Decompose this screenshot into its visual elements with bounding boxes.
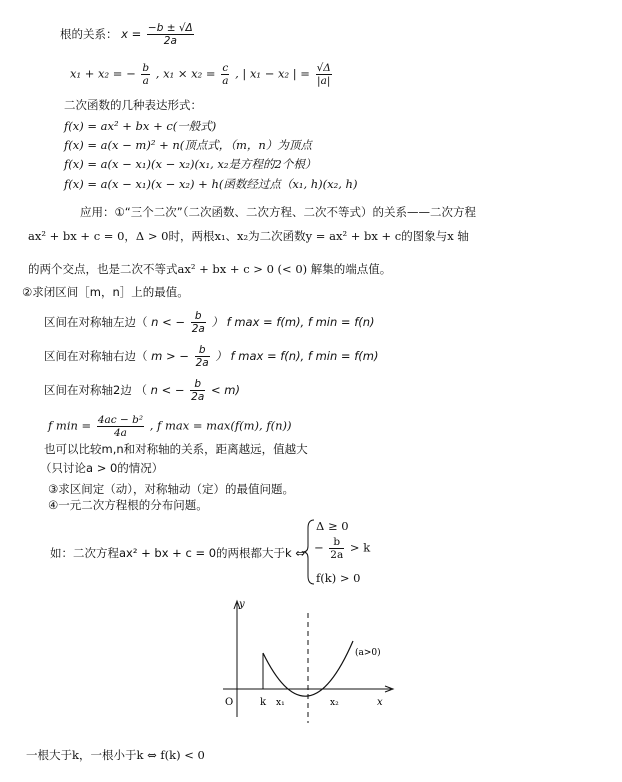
- condition-2-pre: −: [314, 540, 324, 555]
- x-label: x: [377, 697, 383, 708]
- vieta-sum-den: a: [142, 75, 149, 87]
- vieta-diff-lhs: , | x₁ − x₂ | =: [235, 66, 310, 81]
- item-4: ④一元二次方程根的分布问题。: [48, 498, 208, 512]
- example-text: 如：二次方程ax² + bx + c = 0的两根都大于k ⇔: [50, 546, 305, 560]
- fmin-fraction: [97, 414, 144, 439]
- case-left-label: 区间在对称轴左边（: [44, 315, 148, 329]
- x2-label: x₂: [330, 698, 339, 708]
- condition-1: Δ ≥ 0: [316, 519, 349, 533]
- case-right-den: 2a: [195, 357, 209, 369]
- root-numerator: −b ± √Δ: [147, 22, 193, 34]
- root-denominator: 2a: [147, 34, 194, 47]
- app-line-2: ax² + bx + c = 0，Δ > 0时，两根x₁、x₂为二次函数y = ax² + bx + c的图象与x 轴: [28, 229, 469, 243]
- condition-2-num: b: [333, 536, 341, 548]
- roots-label-line: [60, 22, 196, 47]
- y-label: y: [239, 599, 245, 610]
- case-both-fraction: [190, 378, 205, 403]
- form-vertex: f(x) = a(x − m)² + n(顶点式，（m，n）为顶点: [64, 138, 312, 152]
- form-general: f(x) = ax² + bx + c(一般式): [64, 119, 217, 133]
- vieta-diff-num: √Δ: [316, 62, 331, 74]
- case-right: [44, 344, 378, 369]
- footer-line: 一根大于k，一根小于k ⇔ f(k) < 0: [26, 748, 205, 762]
- vieta-sum-fraction: [141, 62, 150, 87]
- parabola-graph: [215, 595, 400, 725]
- roots-label: 根的关系：: [60, 27, 118, 41]
- case-right-result: ） f max = f(n), f min = f(m): [215, 349, 379, 363]
- app-line-3: 的两个交点，也是二次不等式ax² + bx + c > 0 (< 0) 解集的端点值。: [28, 262, 392, 276]
- case-left: [44, 310, 375, 335]
- case-left-cond: n < −: [151, 315, 186, 329]
- fmin-num: 4ac − b²: [97, 414, 144, 426]
- form-roots: f(x) = a(x − x₁)(x − x₂)(x₁, x₂是方程的2个根）: [64, 157, 317, 171]
- forms-heading: 二次函数的几种表达形式：: [64, 98, 202, 112]
- fmin-line: [48, 414, 291, 439]
- case-both-den: 2a: [191, 391, 205, 403]
- k-label: k: [260, 697, 267, 708]
- root-x-eq: x =: [121, 27, 142, 41]
- case-left-fraction: [191, 310, 206, 335]
- case-both-tail: < m): [210, 383, 240, 397]
- note-1: 也可以比较m,n和对称轴的关系，距离越远，值越大: [44, 442, 308, 456]
- case-right-cond: m > −: [151, 349, 189, 363]
- condition-2-fraction: [329, 536, 344, 561]
- vieta-diff-fraction: [316, 62, 332, 87]
- vieta-sum-num: b: [142, 62, 150, 74]
- fmin-tail: , f max = max(f(m), f(n)): [149, 418, 292, 433]
- app-line-1: 应用：①“三个二次”（二次函数、二次方程、二次不等式）的关系——二次方程: [80, 205, 476, 219]
- condition-3: f(k) > 0: [316, 571, 361, 585]
- item-3: ③求区间定（动），对称轴动（定）的最值问题。: [48, 482, 295, 496]
- item-2: ②求闭区间［m，n］上的最值。: [22, 285, 189, 299]
- root-fraction: [147, 22, 194, 47]
- condition-2-den: 2a: [330, 549, 344, 561]
- a-note: (a>0): [355, 648, 381, 658]
- case-both: [44, 378, 240, 403]
- case-both-cond: n < −: [150, 383, 185, 397]
- form-through: f(x) = a(x − x₁)(x − x₂) + h(函数经过点（x₁, h)(x₂, h): [64, 177, 358, 191]
- condition-2: [314, 536, 370, 561]
- vieta-prod-fraction: [221, 62, 229, 87]
- fmin-lhs: f min =: [48, 418, 92, 433]
- x1-label: x₁: [276, 698, 285, 708]
- case-right-num: b: [198, 344, 206, 356]
- fmin-den: 4a: [97, 426, 144, 439]
- vieta-prod-den: a: [222, 75, 229, 87]
- case-right-label: 区间在对称轴右边（: [44, 349, 148, 363]
- vieta-diff-den: |a|: [317, 75, 331, 87]
- note-2: （只讨论a > 0的情况）: [40, 461, 164, 475]
- case-both-label: 区间在对称轴2边 （: [44, 383, 147, 397]
- condition-2-post: > k: [349, 540, 371, 555]
- origin-label: O: [225, 697, 234, 708]
- case-left-result: ） f max = f(m), f min = f(n): [211, 315, 375, 329]
- case-both-num: b: [194, 378, 202, 390]
- case-right-fraction: [195, 344, 210, 369]
- vieta-line: [70, 62, 334, 87]
- vieta-sum-lhs: x₁ + x₂ = −: [70, 66, 136, 81]
- vieta-prod-num: c: [222, 62, 229, 74]
- case-left-num: b: [194, 310, 202, 322]
- vieta-prod-lhs: , x₁ × x₂ =: [155, 66, 216, 81]
- case-left-den: 2a: [191, 323, 205, 335]
